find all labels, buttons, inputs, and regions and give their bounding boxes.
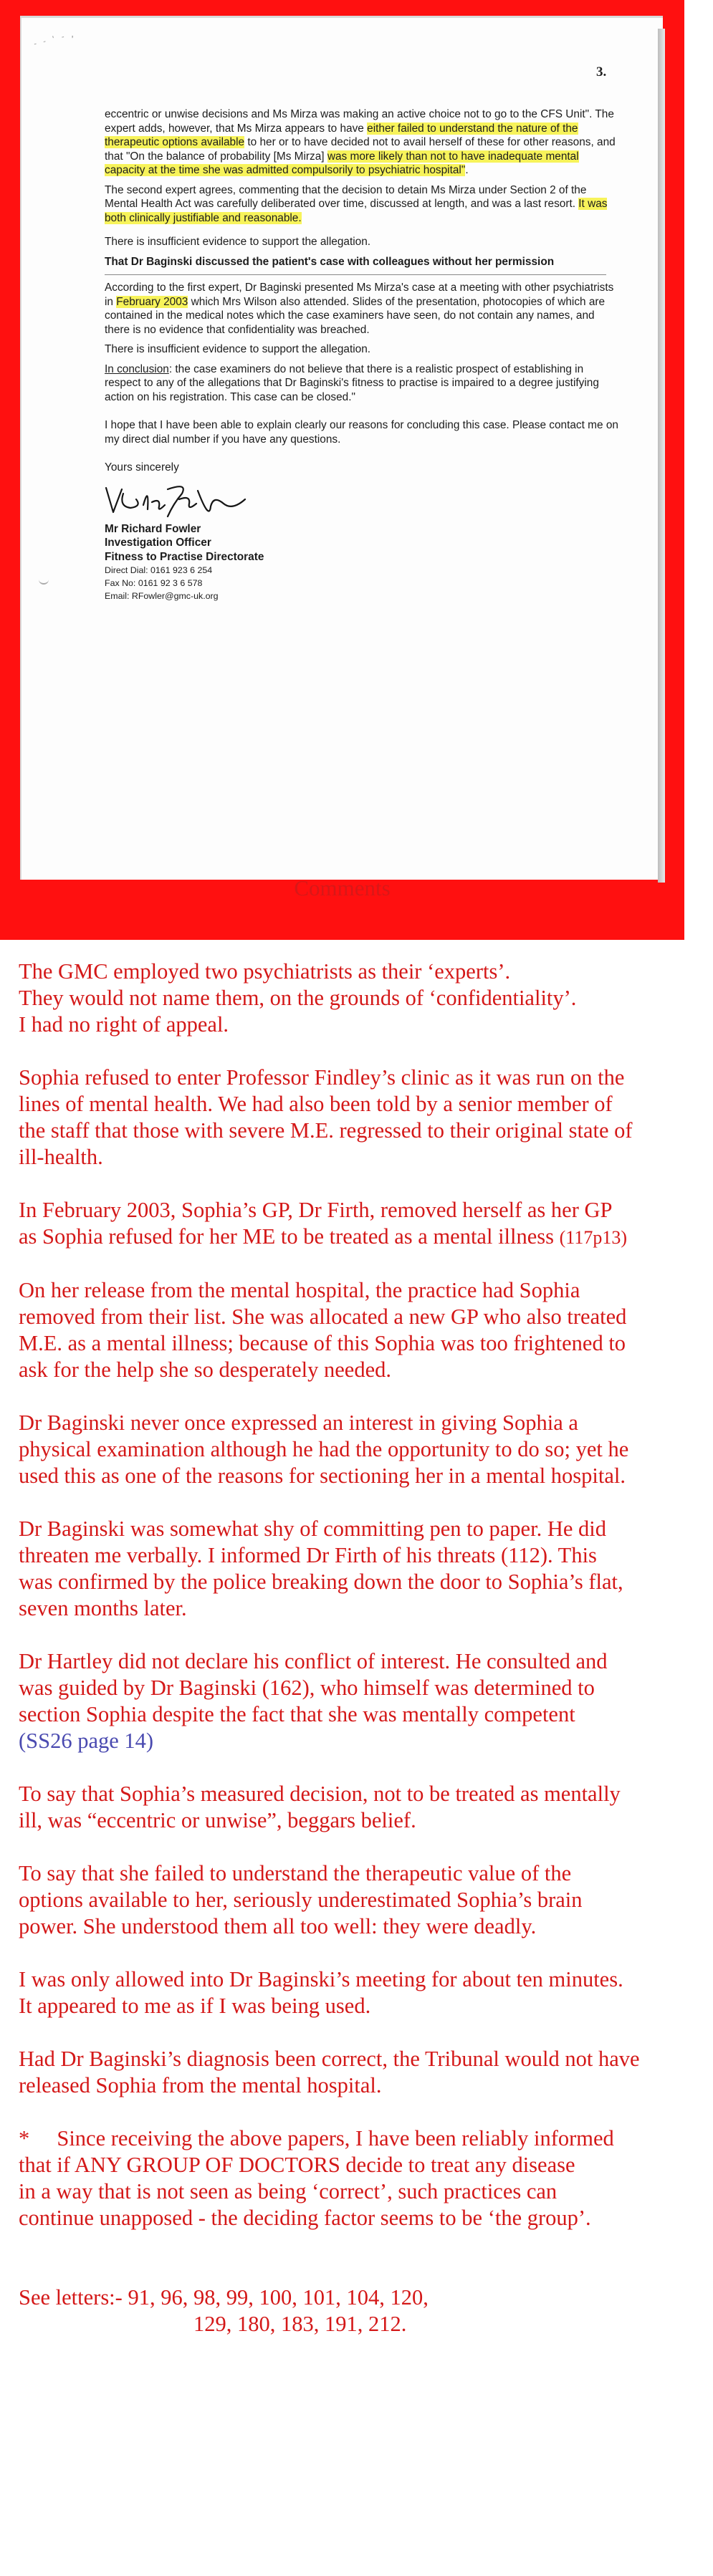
comment-line: To say that Sophia’s measured decision, not to be treated as mentally [19, 1782, 621, 1806]
comment-line: ill-health. [19, 1145, 103, 1169]
comment-line: removed from their list. She was allocated a new GP who also treated [19, 1304, 627, 1329]
comment-line: ask for the help she so desperately needed. [19, 1357, 392, 1382]
comment-line: used this as one of the reasons for sectioning her in a mental hospital. [19, 1464, 626, 1488]
letter-text: : the case examiners do not believe that there is a realistic prospect of establishing in respect to any of the allegations that Dr Baginski's fitness to practise is impaired to a degree justifying action on his registration. This case can be closed." [105, 362, 599, 403]
comment-line: I was only allowed into Dr Baginski’s meeting for about ten minutes. [19, 1967, 623, 1991]
highlighted-text: February 2003 [116, 295, 188, 308]
letter-text: The second expert agrees, commenting that the decision to detain Ms Mirza under Section 2 of the Mental Health Act was carefully deliberated over time, discussed at length, and was a last resort. [105, 183, 587, 210]
comment-text: as Sophia refused for her ME to be treated as a mental illness [19, 1224, 560, 1249]
signatory-department: Fitness to Practise Directorate [105, 550, 264, 563]
letter-text: which Mrs Wilson also attended. Slides of the presentation, photocopies of which are contained in the medical notes which the case examiners have seen, do not contain any names, and there is no evidence that confidentiality was breached. [105, 295, 606, 336]
letter-finding: There is insufficient evidence to support the allegation. [105, 343, 371, 355]
scan-mark-icon: - - ' - , [32, 29, 76, 49]
comment-line: section Sophia despite the fact that she was mentally competent [19, 1702, 575, 1726]
page-number: 3. [596, 64, 607, 80]
comment-line: released Sophia from the mental hospital. [19, 2073, 382, 2097]
comment-line: I had no right of appeal. [19, 1012, 229, 1037]
comment-line: that if ANY GROUP OF DOCTORS decide to treat any disease [19, 2153, 575, 2177]
comment-line: ill, was “eccentric or unwise”, beggars belief. [19, 1808, 416, 1832]
comment-line: physical examination although he had the opportunity to do so; yet he [19, 1437, 629, 1461]
letter-paragraph-meeting [105, 281, 621, 337]
letters-reference-line: 129, 180, 183, 191, 212. [193, 2312, 407, 2336]
comment-line: the staff that those with severe M.E. regressed to their original state of [19, 1118, 633, 1143]
letter-text: eccentric or unwise decisions and Ms Mirza was making an active choice not to go to the CFS Unit". The expert adds, however, that Ms Mirza appears to have [105, 108, 614, 135]
comment-line: The GMC employed two psychiatrists as their ‘experts’. [19, 959, 511, 984]
red-frame [0, 0, 684, 940]
direct-dial: Direct Dial: 0161 923 6 254 [105, 565, 213, 575]
conclusion-label: In conclusion [105, 362, 169, 375]
letter-body [105, 107, 621, 602]
divider [105, 274, 606, 275]
letter-text: . [465, 164, 469, 176]
comment-line: options available to her, seriously underestimated Sophia’s brain [19, 1888, 583, 1912]
fax-number: Fax No: 0161 92 3 6 578 [105, 578, 203, 588]
reference-note: (SS26 page 14) [19, 1729, 154, 1753]
closing-salutation: Yours sincerely [105, 461, 179, 474]
comment-line: Dr Baginski never once expressed an interest in giving Sophia a [19, 1410, 578, 1435]
comment-line: lines of mental health. We had also been told by a senior member of [19, 1092, 613, 1116]
highlighted-text: either failed to understand the nature of the therapeutic options available [105, 122, 578, 148]
comments-caption: Comments [294, 875, 391, 900]
letter-conclusion [105, 362, 621, 405]
comment-line: They would not name them, on the grounds of ‘confidentiality’. [19, 986, 577, 1010]
comment-line: continue unapposed - the deciding factor seems to be ‘the group’. [19, 2206, 591, 2230]
comment-line: In February 2003, Sophia’s GP, Dr Firth, removed herself as her GP [19, 1198, 613, 1222]
comment-line: * Since receiving the above papers, I have been reliably informed [19, 2126, 614, 2150]
comment-line: threaten me verbally. I informed Dr Firth of his threats (112). This [19, 1543, 597, 1567]
comment-line: seven months later. [19, 1596, 187, 1620]
letter-closing-paragraph: I hope that I have been able to explain clearly our reasons for concluding this case. Please contact me on my direct dial number if you have any questions. [105, 419, 618, 446]
comment-line: Dr Hartley did not declare his conflict of interest. He consulted and [19, 1649, 608, 1673]
letter-paragraph-second-expert [105, 183, 621, 226]
comment-line: was guided by Dr Baginski (162), who himself was determined to [19, 1676, 595, 1700]
letters-reference-line: See letters:- 91, 96, 98, 99, 100, 101, 104, 120, [19, 2285, 429, 2310]
comment-line: To say that she failed to understand the therapeutic value of the [19, 1861, 572, 1885]
comments-section [19, 958, 703, 2337]
email-address: Email: RFowler@gmc-uk.org [105, 591, 219, 601]
signature-block [105, 461, 621, 602]
comment-line: power. She understood them all too well: they were deadly. [19, 1914, 537, 1938]
comment-line: On her release from the mental hospital, the practice had Sophia [19, 1278, 580, 1302]
letter-text: According to the first expert, Dr Baginski presented Ms Mirza's case at a meeting with other psychiatrists in [105, 282, 614, 308]
handwritten-signature-icon [102, 478, 252, 521]
highlighted-text: It was both clinically justifiable and reasonable. [105, 198, 608, 224]
comment-line: It appeared to me as if I was being used. [19, 1994, 371, 2018]
comment-line [19, 1224, 703, 1251]
reference-note: (117p13) [559, 1227, 627, 1248]
signatory-name: Mr Richard Fowler [105, 522, 201, 535]
comment-line: M.E. as a mental illness; because of this Sophia was too frightened to [19, 1331, 626, 1355]
comment-line: Sophia refused to enter Professor Findley’s clinic as it was run on the [19, 1065, 625, 1090]
comment-line: in a way that is not seen as being ‘correct’, such practices can [19, 2179, 558, 2203]
comment-line: Had Dr Baginski’s diagnosis been correct, the Tribunal would not have [19, 2047, 640, 2071]
letter-allegation-heading: That Dr Baginski discussed the patient's case with colleagues without her permission [105, 255, 555, 268]
comment-line: Dr Baginski was somewhat shy of committing pen to paper. He did [19, 1517, 606, 1541]
signatory-role: Investigation Officer [105, 537, 211, 549]
highlighted-text: was more likely than not to have inadequate mental capacity at the time she was admitted compulsorily to psychiatric hospital" [105, 150, 579, 176]
page-shadow [658, 29, 665, 883]
letter-finding: There is insufficient evidence to support the allegation. [105, 236, 371, 248]
letter-paragraph-expert-adds [105, 107, 621, 178]
comment-line: was confirmed by the police breaking down the door to Sophia’s flat, [19, 1570, 623, 1594]
letter-text: to her or to have decided not to avail herself of these for other reasons, and that "On the balance of probability [Ms Mirza] [105, 136, 616, 163]
